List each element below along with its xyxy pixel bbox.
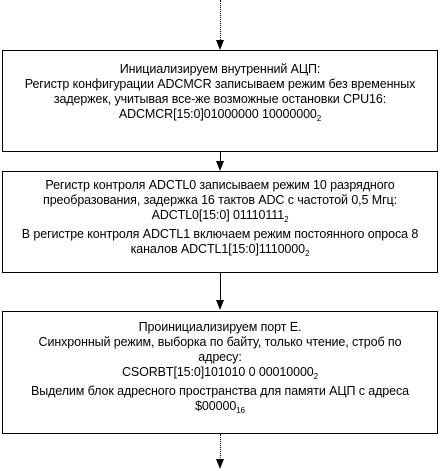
csorbt-code: CSORBT[15:0]101010 0 00010000 <box>121 365 314 379</box>
incoming-dotted-connector <box>220 0 221 40</box>
adcmcr-description-line2: задержек, учитывая все-же возможные остановки CPU16: <box>53 92 387 106</box>
adcmcr-register-value <box>9 107 431 122</box>
adc-control-block <box>2 171 438 273</box>
arrowhead-2-3 <box>216 300 224 310</box>
adcmcr-radix: 2 <box>316 114 322 123</box>
adcmcr-description-line1: Регистр конфигурации ADCMCR записываем режим без временных <box>24 77 416 91</box>
port-e-description-line1: Синхронный режим, выборка по байту, только чтение, строб по <box>38 335 402 349</box>
adctl1-radix: 2 <box>305 249 310 258</box>
outgoing-dotted-connector <box>220 434 221 460</box>
adctl1-description-line2 <box>9 242 431 257</box>
incoming-arrowhead <box>216 40 224 50</box>
port-e-description-line2: адресу: <box>198 350 242 364</box>
memory-block-address <box>9 399 431 414</box>
adctl1-code: каналов ADCTL1[15:0]1110000 <box>130 242 305 256</box>
adctl0-code: ADCTL0[15:0] 01110111 <box>151 208 285 222</box>
adcmcr-code: ADCMCR[15:0]01000000 10000000 <box>118 107 317 121</box>
adctl1-description-line1: В регистре контроля ADCTL1 включаем режим постоянного опроса 8 <box>21 227 419 241</box>
adctl0-radix: 2 <box>284 215 289 224</box>
adctl0-description-line1: Регистр контроля ADCTL0 записываем режим 10 разрядного <box>45 178 395 192</box>
port-e-init-block <box>2 311 438 434</box>
memory-block-description: Выделим блок адресного пространства для памяти АЦП с адреса <box>30 384 410 398</box>
adc-init-title: Инициализируем внутренний АЦП: <box>119 62 321 76</box>
adc-init-block <box>2 50 438 152</box>
outgoing-arrowhead <box>216 459 224 469</box>
arrowhead-1-2 <box>216 161 224 171</box>
connector-2-3 <box>220 273 221 300</box>
adctl0-register-value <box>9 208 431 223</box>
address-value: $00000 <box>195 399 237 413</box>
address-radix: 16 <box>236 406 245 415</box>
adctl0-description-line2: преобразования, задержка 16 тактов ADC с частотой 0,5 Мгц: <box>43 193 397 207</box>
csorbt-register-value <box>9 365 431 380</box>
csorbt-radix: 2 <box>313 372 319 381</box>
port-e-title: Проинициализируем порт E. <box>138 320 302 334</box>
